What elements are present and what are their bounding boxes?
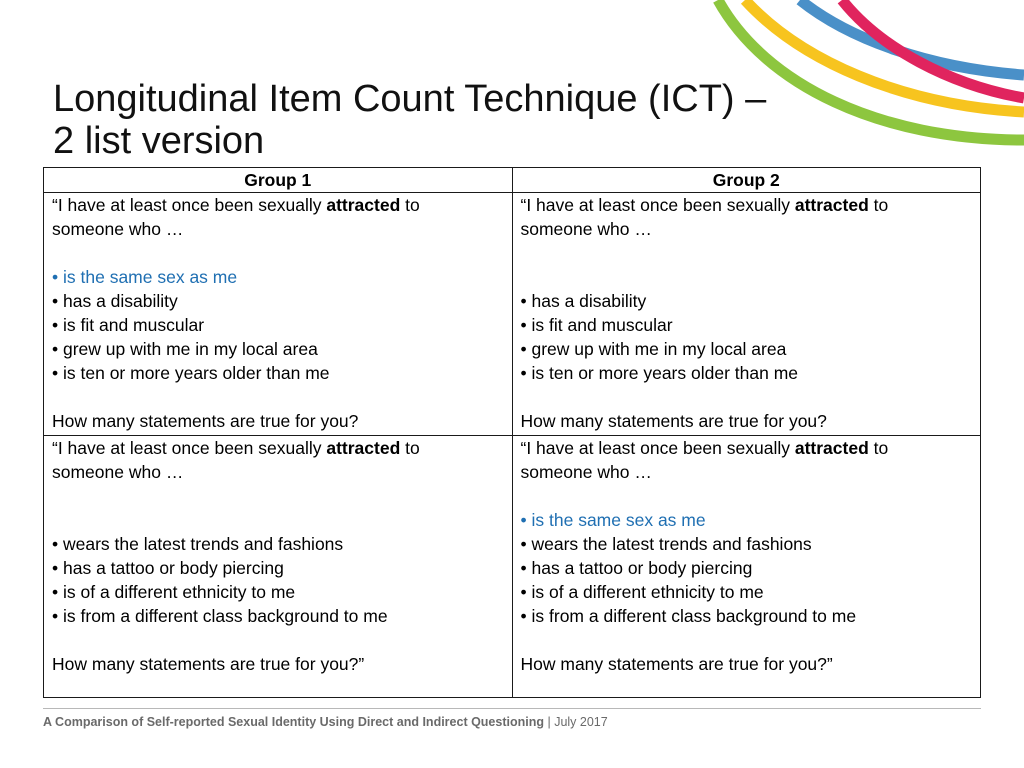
spacer bbox=[521, 265, 975, 289]
table-row bbox=[44, 193, 981, 436]
sensitive-item: • is the same sex as me bbox=[520, 510, 706, 530]
list-item: • is ten or more years older than me bbox=[52, 363, 330, 383]
list-item: • has a tattoo or body piercing bbox=[520, 558, 753, 578]
question-line: How many statements are true for you? bbox=[52, 411, 359, 431]
list-item: • is fit and muscular bbox=[520, 315, 673, 335]
question-line: How many statements are true for you? bbox=[520, 411, 827, 431]
sensitive-item: • is the same sex as me bbox=[52, 267, 238, 287]
list-item: • is fit and muscular bbox=[52, 315, 205, 335]
list-item: • is from a different class background to me bbox=[52, 606, 388, 626]
intro-line: “I have at least once been sexually attracted to bbox=[52, 438, 420, 458]
red-arc bbox=[842, 0, 1024, 98]
yellow-arc bbox=[745, 0, 1024, 112]
ict-comparison-table bbox=[43, 167, 981, 698]
spacer bbox=[52, 484, 506, 508]
header-group-2: Group 2 bbox=[512, 168, 981, 193]
group-1-list-2-cell bbox=[44, 436, 513, 698]
slide-title bbox=[53, 78, 766, 162]
title-line-2: 2 list version bbox=[53, 120, 265, 162]
list-item: • wears the latest trends and fashions bbox=[52, 534, 344, 554]
spacer bbox=[521, 484, 975, 508]
group-1-list-1-cell bbox=[44, 193, 513, 436]
question-line: How many statements are true for you?” bbox=[52, 654, 365, 674]
footer-title: A Comparison of Self-reported Sexual Identity Using Direct and Indirect Questioning bbox=[43, 715, 544, 729]
footer-separator: | bbox=[544, 715, 555, 729]
footer-divider bbox=[43, 708, 981, 709]
intro-line: “I have at least once been sexually attracted to bbox=[52, 195, 420, 215]
header-group-1: Group 1 bbox=[44, 168, 513, 193]
list-item: • grew up with me in my local area bbox=[520, 339, 787, 359]
list-item: • grew up with me in my local area bbox=[52, 339, 318, 359]
intro-line-2: someone who … bbox=[520, 462, 652, 482]
intro-line: “I have at least once been sexually attracted to bbox=[520, 195, 889, 215]
intro-line: “I have at least once been sexually attracted to bbox=[520, 438, 889, 458]
list-item: • is from a different class background to me bbox=[520, 606, 857, 626]
spacer bbox=[52, 508, 506, 532]
group-2-list-2-cell bbox=[512, 436, 981, 698]
spacer bbox=[52, 385, 506, 409]
list-item: • has a disability bbox=[52, 291, 178, 311]
spacer bbox=[521, 385, 975, 409]
footer bbox=[43, 715, 608, 729]
group-2-list-1-cell bbox=[512, 193, 981, 436]
list-item: • is of a different ethnicity to me bbox=[52, 582, 296, 602]
list-item: • has a tattoo or body piercing bbox=[52, 558, 284, 578]
table-row bbox=[44, 436, 981, 698]
title-line-1: Longitudinal Item Count Technique (ICT) – bbox=[53, 78, 767, 120]
footer-date: July 2017 bbox=[554, 715, 608, 729]
list-item: • is ten or more years older than me bbox=[520, 363, 799, 383]
spacer bbox=[521, 628, 975, 652]
blue-arc bbox=[800, 0, 1024, 75]
question-line: How many statements are true for you?” bbox=[520, 654, 833, 674]
intro-line-2: someone who … bbox=[52, 219, 184, 239]
intro-line-2: someone who … bbox=[520, 219, 652, 239]
spacer bbox=[52, 241, 506, 265]
spacer bbox=[521, 241, 975, 265]
list-item: • is of a different ethnicity to me bbox=[520, 582, 764, 602]
intro-line-2: someone who … bbox=[52, 462, 184, 482]
spacer bbox=[52, 628, 506, 652]
list-item: • wears the latest trends and fashions bbox=[520, 534, 812, 554]
list-item: • has a disability bbox=[520, 291, 647, 311]
table-header-row bbox=[44, 168, 981, 193]
